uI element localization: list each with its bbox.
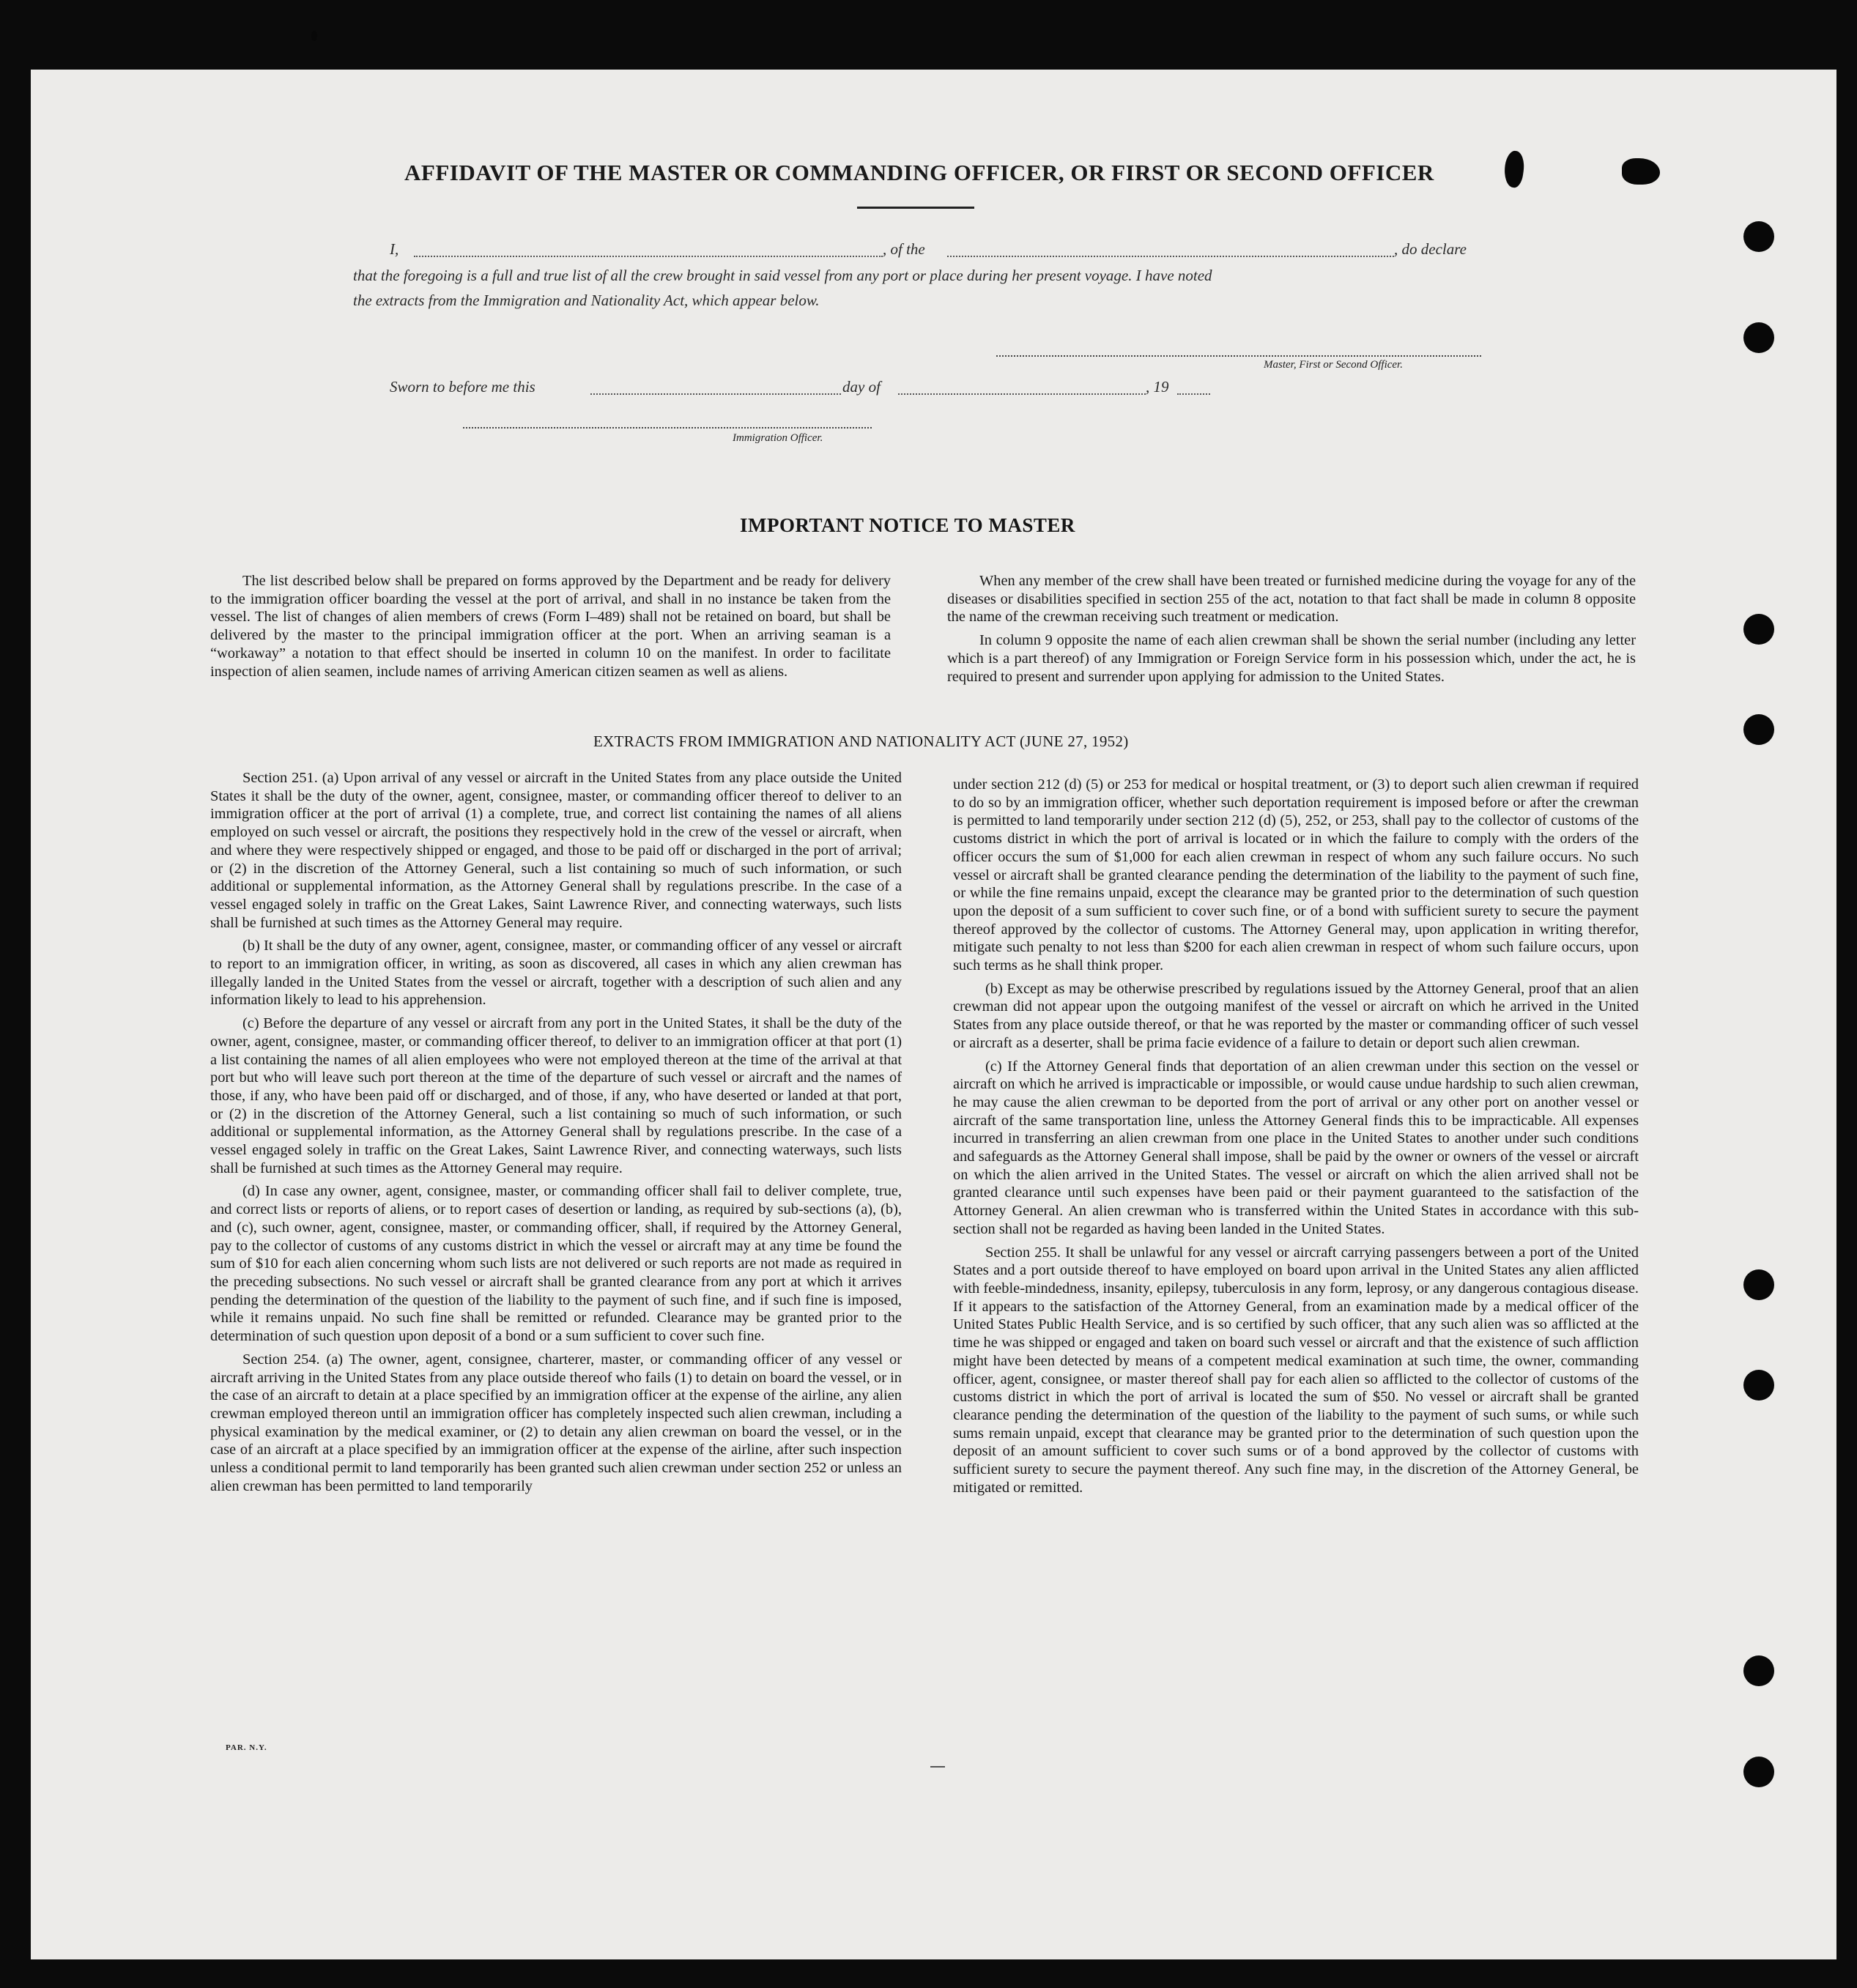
notice-right-paragraph: In column 9 opposite the name of each alien crewman shall be shown the serial number (including any letter which is a part thereof) of any Immigration or Foreign Service form in his possession which, under the act, he is required to present and surrender upon applying for admission to the United States. (947, 632, 1636, 685)
section-254-c: (c) If the Attorney General finds that deportation of an alien crewman under this section on the vessel or aircraft on which he arrived is impracticable or impossible, or would cause undue hardship to such alien crewman, he may cause the alien crewman to be deported from the port of arrival or any other port on another vessel or aircraft of the same transportation line, unless the Attorney General finds this to be impracticable. All expenses incurred in transferring an alien crewman from one place in the United States to another under such conditions and safeguards as the Attorney General shall impose, shall be paid by the owner or owners of the vessel or aircraft on which the alien arrived in the United States. The vessel or aircraft on which the alien arrived shall not be granted clearance until such expenses have been paid or their payment guaranteed to the satisfaction of the Attorney General. An alien crewman who is transferred within the United States in accordance with this sub-section shall not be regarded as having been landed in the United States. (953, 1058, 1639, 1237)
name-blank[interactable] (414, 256, 883, 257)
sworn-day-of: day of (842, 378, 881, 396)
extracts-left-column (210, 769, 902, 1500)
master-signature-caption: Master, First or Second Officer. (1264, 359, 1403, 371)
section-254-a-continued: under section 212 (d) (5) or 253 for medical or hospital treatment, or (3) to deport such alien crewman if required to do so by an immigration officer, whether such deportation requirement is imposed before or after the crewman is permitted to land temporarily under section 212 (d) (5), 252, or 253, shall pay to the collector of customs of the customs district in which the port of arrival is located or in which the failure to comply with the orders of the officer occurs the sum of $1,000 for each alien crewman in respect of whom any such failure occurs. No such vessel or aircraft shall be granted clearance pending the determination of the liability to the payment of such fine, or while the fine remains unpaid, except the clearance may be granted prior to the determination of such question upon the deposit of a sum sufficient to cover such fine, or of a bond with sufficient surety to secure the payment thereof approved by the collector of customs. The Attorney General may, upon application in writing therefor, mitigate such penalty to not less than $200 for each alien crewman in respect of whom such failure occurs, upon such terms as he shall think proper. (953, 776, 1639, 974)
sworn-day-blank[interactable] (590, 393, 841, 395)
vessel-blank[interactable] (947, 256, 1394, 257)
title-underline (857, 207, 974, 209)
punch-hole (1743, 1757, 1774, 1787)
sworn-month-blank[interactable] (898, 393, 1146, 395)
section-251-b: (b) It shall be the duty of any owner, agent, consignee, master, or commanding officer of any vessel or aircraft to report to an immigration officer, in writing, as soon as discovered, all cases in which any alien crewman has illegally landed in the United States from the vessel or aircraft, together with a description of such alien and any information likely to lead to his apprehension. (210, 938, 902, 1009)
ink-blot (1622, 158, 1660, 185)
page-mark (930, 1766, 945, 1768)
notice-right-paragraph: When any member of the crew shall have been treated or furnished medicine during the voyage for any of the diseases or disabilities specified in section 255 of the act, notation to that fact shall be made in column 8 opposite the name of the crewman receiving such treatment or medication. (947, 573, 1636, 626)
punch-hole (1743, 714, 1774, 745)
officer-signature-caption: Immigration Officer. (733, 432, 823, 444)
sworn-year-blank[interactable] (1177, 393, 1210, 395)
extracts-heading: EXTRACTS FROM IMMIGRATION AND NATIONALITY ACT (JUNE 27, 1952) (593, 732, 1129, 750)
notice-left-column (210, 572, 891, 686)
notice-heading: IMPORTANT NOTICE TO MASTER (740, 514, 1075, 536)
punch-hole (1743, 1370, 1774, 1401)
declaration-of-the: , of the (883, 240, 925, 258)
declaration-line-3: the extracts from the Immigration and Nationality Act, which appear below. (353, 292, 820, 309)
master-signature-line[interactable] (996, 355, 1481, 357)
declaration-line-2: that the foregoing is a full and true list of all the crew brought in said vessel from any port or place during her present voyage. I have noted (353, 267, 1212, 284)
declaration-lead: I, (390, 240, 399, 258)
sworn-lead: Sworn to before me this (390, 378, 535, 396)
notice-left-paragraph: The list described below shall be prepared on forms approved by the Department and be ready for delivery to the immigration officer boarding the vessel at the port of arrival, and shall in no instance be taken from the vessel. The list of changes of alien members of crews (Form I–489) shall not be retained on board, but shall be delivered by the master to the principal immigration officer at the port. When an arriving seaman is a “workaway” a notation to that effect should be inserted in column 10 on the manifest. In order to facilitate inspection of alien seamen, include names of arriving American citizen seamen as well as aliens. (210, 573, 891, 680)
section-254-b: (b) Except as may be otherwise prescribed by regulations issued by the Attorney General, proof that an alien crewman did not appear upon the outgoing manifest of the vessel or aircraft on which he arrived in the United States from any place outside thereof, or that he was reported by the master or commanding officer of such vessel or aircraft as a deserter, shall be prima facie evidence of a failure to detain or deport such alien crewman. (953, 980, 1639, 1051)
punch-hole (1743, 322, 1774, 353)
officer-signature-line[interactable] (463, 427, 872, 429)
section-254-a: Section 254. (a) The owner, agent, consignee, charterer, master, or commanding officer of any vessel or aircraft arriving in the United States from any place outside thereof who fails (1) to detain on board the vessel, or in the case of an aircraft to detain at a place specified by an immigration officer at the expense of the airline, any alien crewman employed thereon until an immigration officer has completely inspected such alien crewman, including a physical examination by the medical examiner, or (2) to detain any alien crewman on board the vessel, or in the case of an aircraft at a place specified by an immigration officer at the expense of the airline, after such inspection unless a conditional permit to land temporarily has been granted such alien crewman under section 252 or unless an alien crewman has been permitted to land temporarily (210, 1351, 902, 1494)
punch-hole (1743, 221, 1774, 252)
sworn-year: , 19 (1146, 378, 1169, 396)
extracts-right-column (953, 776, 1639, 1502)
section-251-a: Section 251. (a) Upon arrival of any vessel or aircraft in the United States from any place outside the United States it shall be the duty of the owner, agent, consignee, master, or commanding officer thereof to deliver to an immigration officer at the port of arrival (1) a complete, true, and correct list containing the names of all aliens employed on such vessel or aircraft, the positions they respectively hold in the crew of the vessel or aircraft, when and where they were respectively shipped or engaged, and those to be paid off or discharged in the port of arrival; or (2) in the discretion of the Attorney General, such a list containing so much of such information, or such additional or supplemental information, as the Attorney General shall by regulations prescribe. In the case of a vessel engaged solely in traffic on the Great Lakes, Saint Lawrence River, and connecting waterways, such lists shall be furnished at such times as the Attorney General may require. (210, 770, 902, 931)
section-255: Section 255. It shall be unlawful for any vessel or aircraft carrying passengers between a port of the United States and a port outside thereof to have employed on board upon arrival in the United States any alien afflicted with feeble-mindedness, insanity, epilepsy, tuberculosis in any form, leprosy, or any dangerous contagious disease. If it appears to the satisfaction of the Attorney General, from an examination made by a medical officer of the United States Public Health Service, and is so certified by such officer, that any such alien was so afflicted at the time he was shipped or engaged and taken on board such vessel or aircraft and that the existence of such affliction might have been detected by means of a competent medical examination at such time, the owner, commanding officer, agent, consignee, or master thereof shall pay for each alien so afflicted to the collector of customs of the customs district in which the port of arrival is located the sum of $50. No vessel or aircraft shall be granted clearance pending the determination of the question of the liability to the payment of such sums, or while such sums remain unpaid, except that clearance may be granted prior to the determination of such question upon the deposit of an amount sufficient to cover such sums or of a bond approved by the collector of customs with sufficient surety to secure the payment thereof. Any such fine may, in the discretion of the Attorney General, be mitigated or remitted. (953, 1244, 1639, 1496)
section-251-c: (c) Before the departure of any vessel or aircraft from any port in the United States, it shall be the duty of the owner, agent, consignee, master, or commanding officer thereof, to deliver to an immigration officer at that port (1) a list containing the names of all alien employees who were not employed thereon at the time of the arrival at that port but who will leave such port thereon at the time of the departure of such vessel or aircraft and the names of those, if any, who have been paid off or discharged, and of those, if any, who have deserted or landed at that port, or (2) in the discretion of the Attorney General, such a list containing so much of such information, or such additional or supplemental information, as the Attorney General shall by regulations prescribe. In the case of a vessel engaged solely in traffic on the Great Lakes, Saint Lawrence River, and connecting waterways, such lists shall be furnished at such times as the Attorney General may require. (210, 1015, 902, 1176)
printer-mark: PAR. N.Y. (226, 1743, 267, 1752)
punch-hole (1743, 1655, 1774, 1686)
punch-hole (1743, 614, 1774, 645)
form-title: AFFIDAVIT OF THE MASTER OR COMMANDING OFFICER, OR FIRST OR SECOND OFFICER (404, 160, 1434, 185)
punch-hole (1743, 1269, 1774, 1300)
section-251-d: (d) In case any owner, agent, consignee, master, or commanding officer shall fail to deliver complete, true, and correct lists or reports of aliens, or to report cases of desertion or landing, as required by sub-sections (a), (b), and (c), such owner, agent, consignee, master, or commanding officer, shall, if required by the Attorney General, pay to the collector of customs of any customs district in which the vessel or aircraft may at any time be found the sum of $10 for each alien concerning whom such lists are not delivered or such reports are not made as required in the preceding subsections. No such vessel or aircraft shall be granted clearance from any port at which it arrives pending the determination of the question of the liability to the payment of such fine, and if such fine is imposed, while it remains unpaid. No such fine shall be remitted or refunded. Clearance may be granted prior to the determination of such question upon deposit of a bond or a sum sufficient to cover such fine. (210, 1183, 902, 1345)
notice-right-column (947, 572, 1636, 691)
declaration-do-declare: , do declare (1394, 240, 1467, 258)
ink-blot (311, 31, 317, 41)
